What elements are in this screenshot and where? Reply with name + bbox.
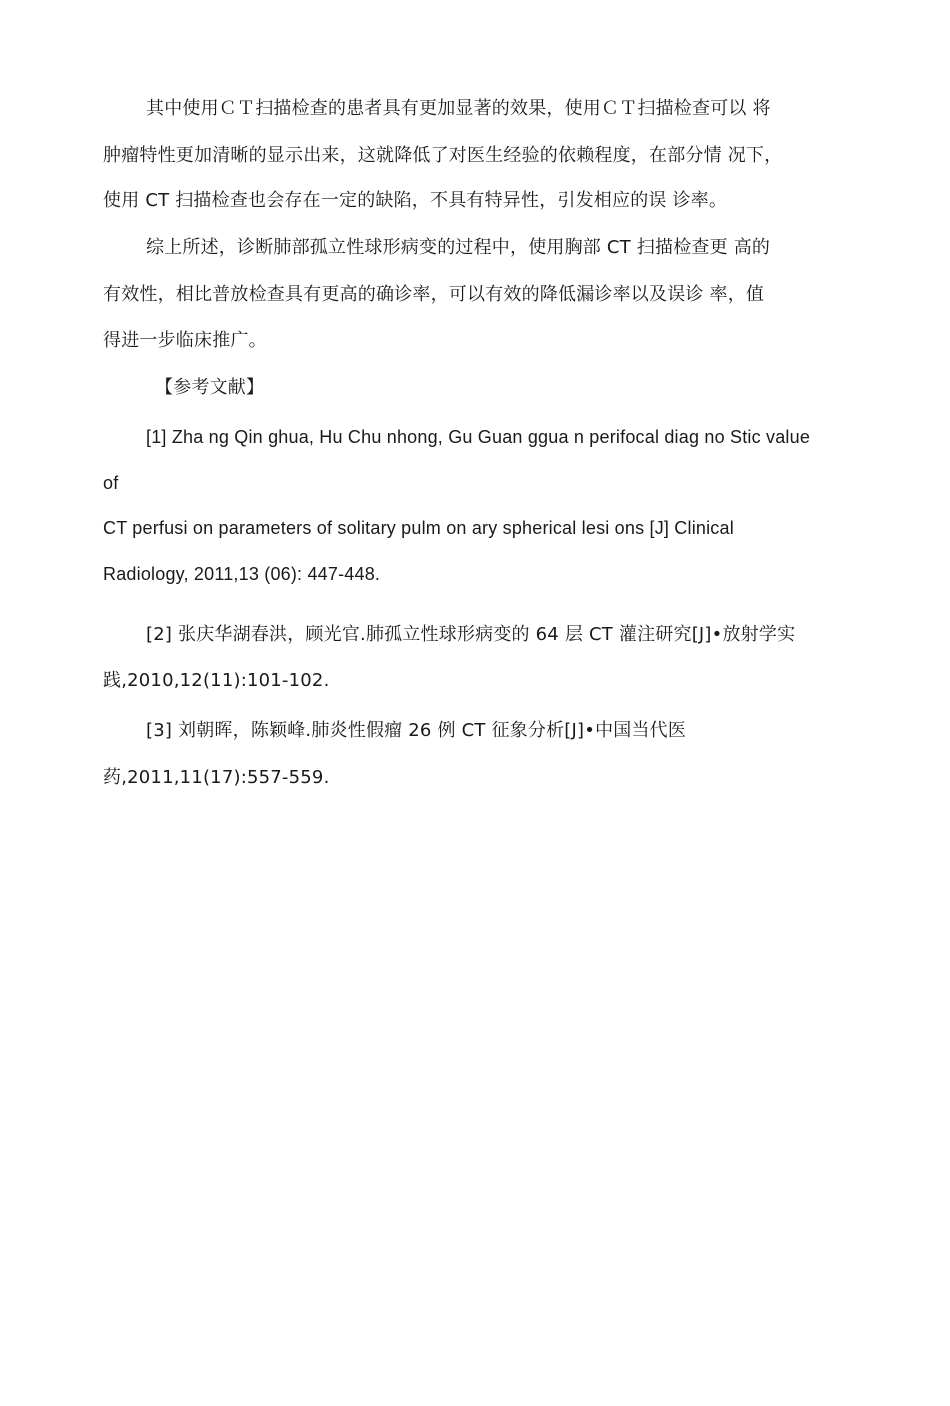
reference-1-line-4: Radiology, 2011,13 (06): 447-448. (103, 564, 381, 584)
reference-3-line-1: [3] 刘朝晖，陈颖峰.肺炎性假瘤 26 例 CT 征象分析[J]•中国当代医 (146, 720, 687, 741)
reference-1-line-2: of (103, 473, 119, 493)
references-heading: 【参考文献】 (155, 377, 265, 398)
reference-2-line-2: 践,2010,12(11):101-102. (103, 670, 330, 691)
reference-2-line-1: [2] 张庆华湖春洪，顾光官.肺孤立性球形病变的 64 层 CT 灌注研究[J]•放射学实 (146, 624, 796, 645)
reference-3-line-2: 药,2011,11(17):557-559. (103, 767, 330, 788)
paragraph-1-line-3: 使用 CT 扫描检查也会存在一定的缺陷，不具有特异性，引发相应的误 诊率。 (103, 190, 728, 211)
paragraph-2-line-1: 综上所述，诊断肺部孤立性球形病变的过程中，使用胸部 CT 扫描检查更 高的 (146, 237, 771, 258)
paragraph-2-line-3: 得进一步临床推广。 (103, 330, 267, 351)
paragraph-2-line-2: 有效性，相比普放检查具有更高的确诊率，可以有效的降低漏诊率以及误诊 率，值 (103, 284, 765, 305)
reference-1-line-1: [1] Zha ng Qin ghua, Hu Chu nhong, Gu Guan ggua n perifocal diag no Stic value (146, 427, 811, 447)
paragraph-1-line-2: 肿瘤特性更加清晰的显示出来，这就降低了对医生经验的依赖程度，在部分情 况下， (103, 145, 783, 166)
paragraph-1-line-1: 其中使用ＣＴ扫描检查的患者具有更加显著的效果，使用ＣＴ扫描检查可以 将 (146, 98, 771, 119)
reference-1-line-3: CT perfusi on parameters of solitary pulm on ary spherical lesi ons [J] Clinical (103, 518, 734, 538)
